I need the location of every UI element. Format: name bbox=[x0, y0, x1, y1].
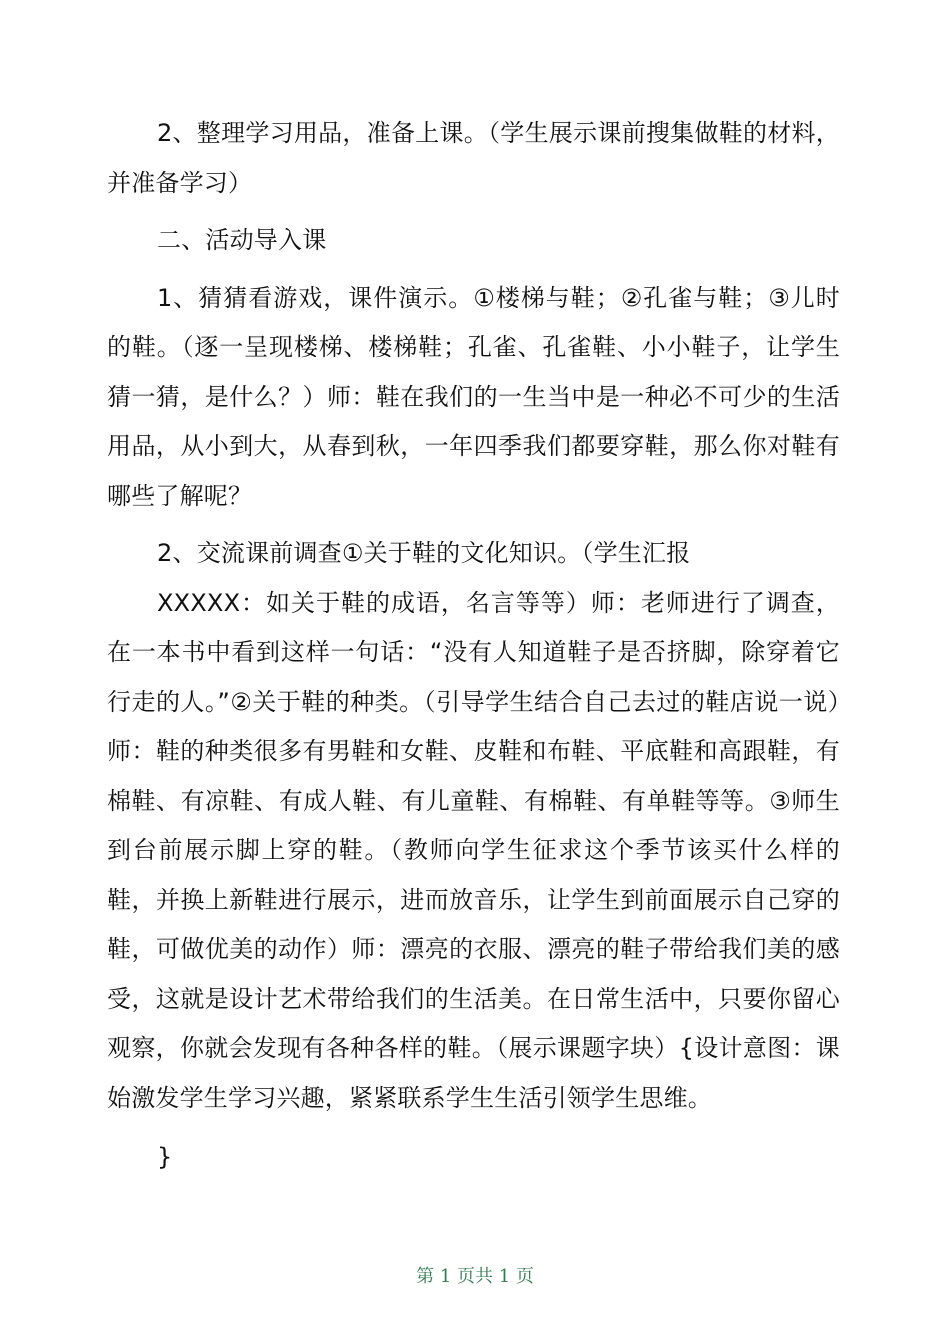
section-heading-activity-intro: 二、活动导入课 bbox=[157, 226, 327, 254]
document-body bbox=[107, 109, 840, 1183]
closing-brace: } bbox=[157, 1143, 173, 1171]
paragraph-prepare-supplies: 2、整理学习用品，准备上课。（学生展示课前搜集做鞋的材料，并准备学习） bbox=[107, 119, 840, 197]
paragraph-shoe-knowledge: XXXXX：如关于鞋的成语，名言等等）师：老师进行了调查，在一本书中看到这样一句话：“没有人知道鞋子是否挤脚，除穿着它行走的人。”②关于鞋的种类。（引导学生结合自己去过的鞋店说一说）师：鞋的种类很多有男鞋和女鞋、皮鞋和布鞋、平底鞋和高跟鞋，有棉鞋、有凉鞋、有成人鞋、有儿童鞋、有棉鞋、有单鞋等等。③师生到台前展示脚上穿的鞋。（教师向学生征求这个季节该买什么样的鞋，并换上新鞋进行展示，进而放音乐，让学生到前面展示自己穿的鞋，可做优美的动作）师：漂亮的衣服、漂亮的鞋子带给我们美的感受，这就是设计艺术带给我们的生活美。在日常生活中，只要你留心观察，你就会发现有各种各样的鞋。（展示课题字块）{设计意图：课始激发学生学习兴趣，紧紧联系学生生活引领学生思维。 bbox=[107, 588, 840, 1112]
paragraph-guessing-game: 1、猜猜看游戏，课件演示。①楼梯与鞋；②孔雀与鞋；③儿时的鞋。（逐一呈现楼梯、楼梯鞋；孔雀、孔雀鞋、小小鞋子，让学生猜一猜，是什么？）师：鞋在我们的一生当中是一种必不可少的生活用品，从小到大，从春到秋，一年四季我们都要穿鞋，那么你对鞋有哪些了解呢？ bbox=[107, 283, 840, 510]
paragraph-survey-exchange: 2、交流课前调查①关于鞋的文化知识。（学生汇报 bbox=[157, 539, 691, 567]
page-number-footer: 第 1 页共 1 页 bbox=[416, 1266, 534, 1287]
